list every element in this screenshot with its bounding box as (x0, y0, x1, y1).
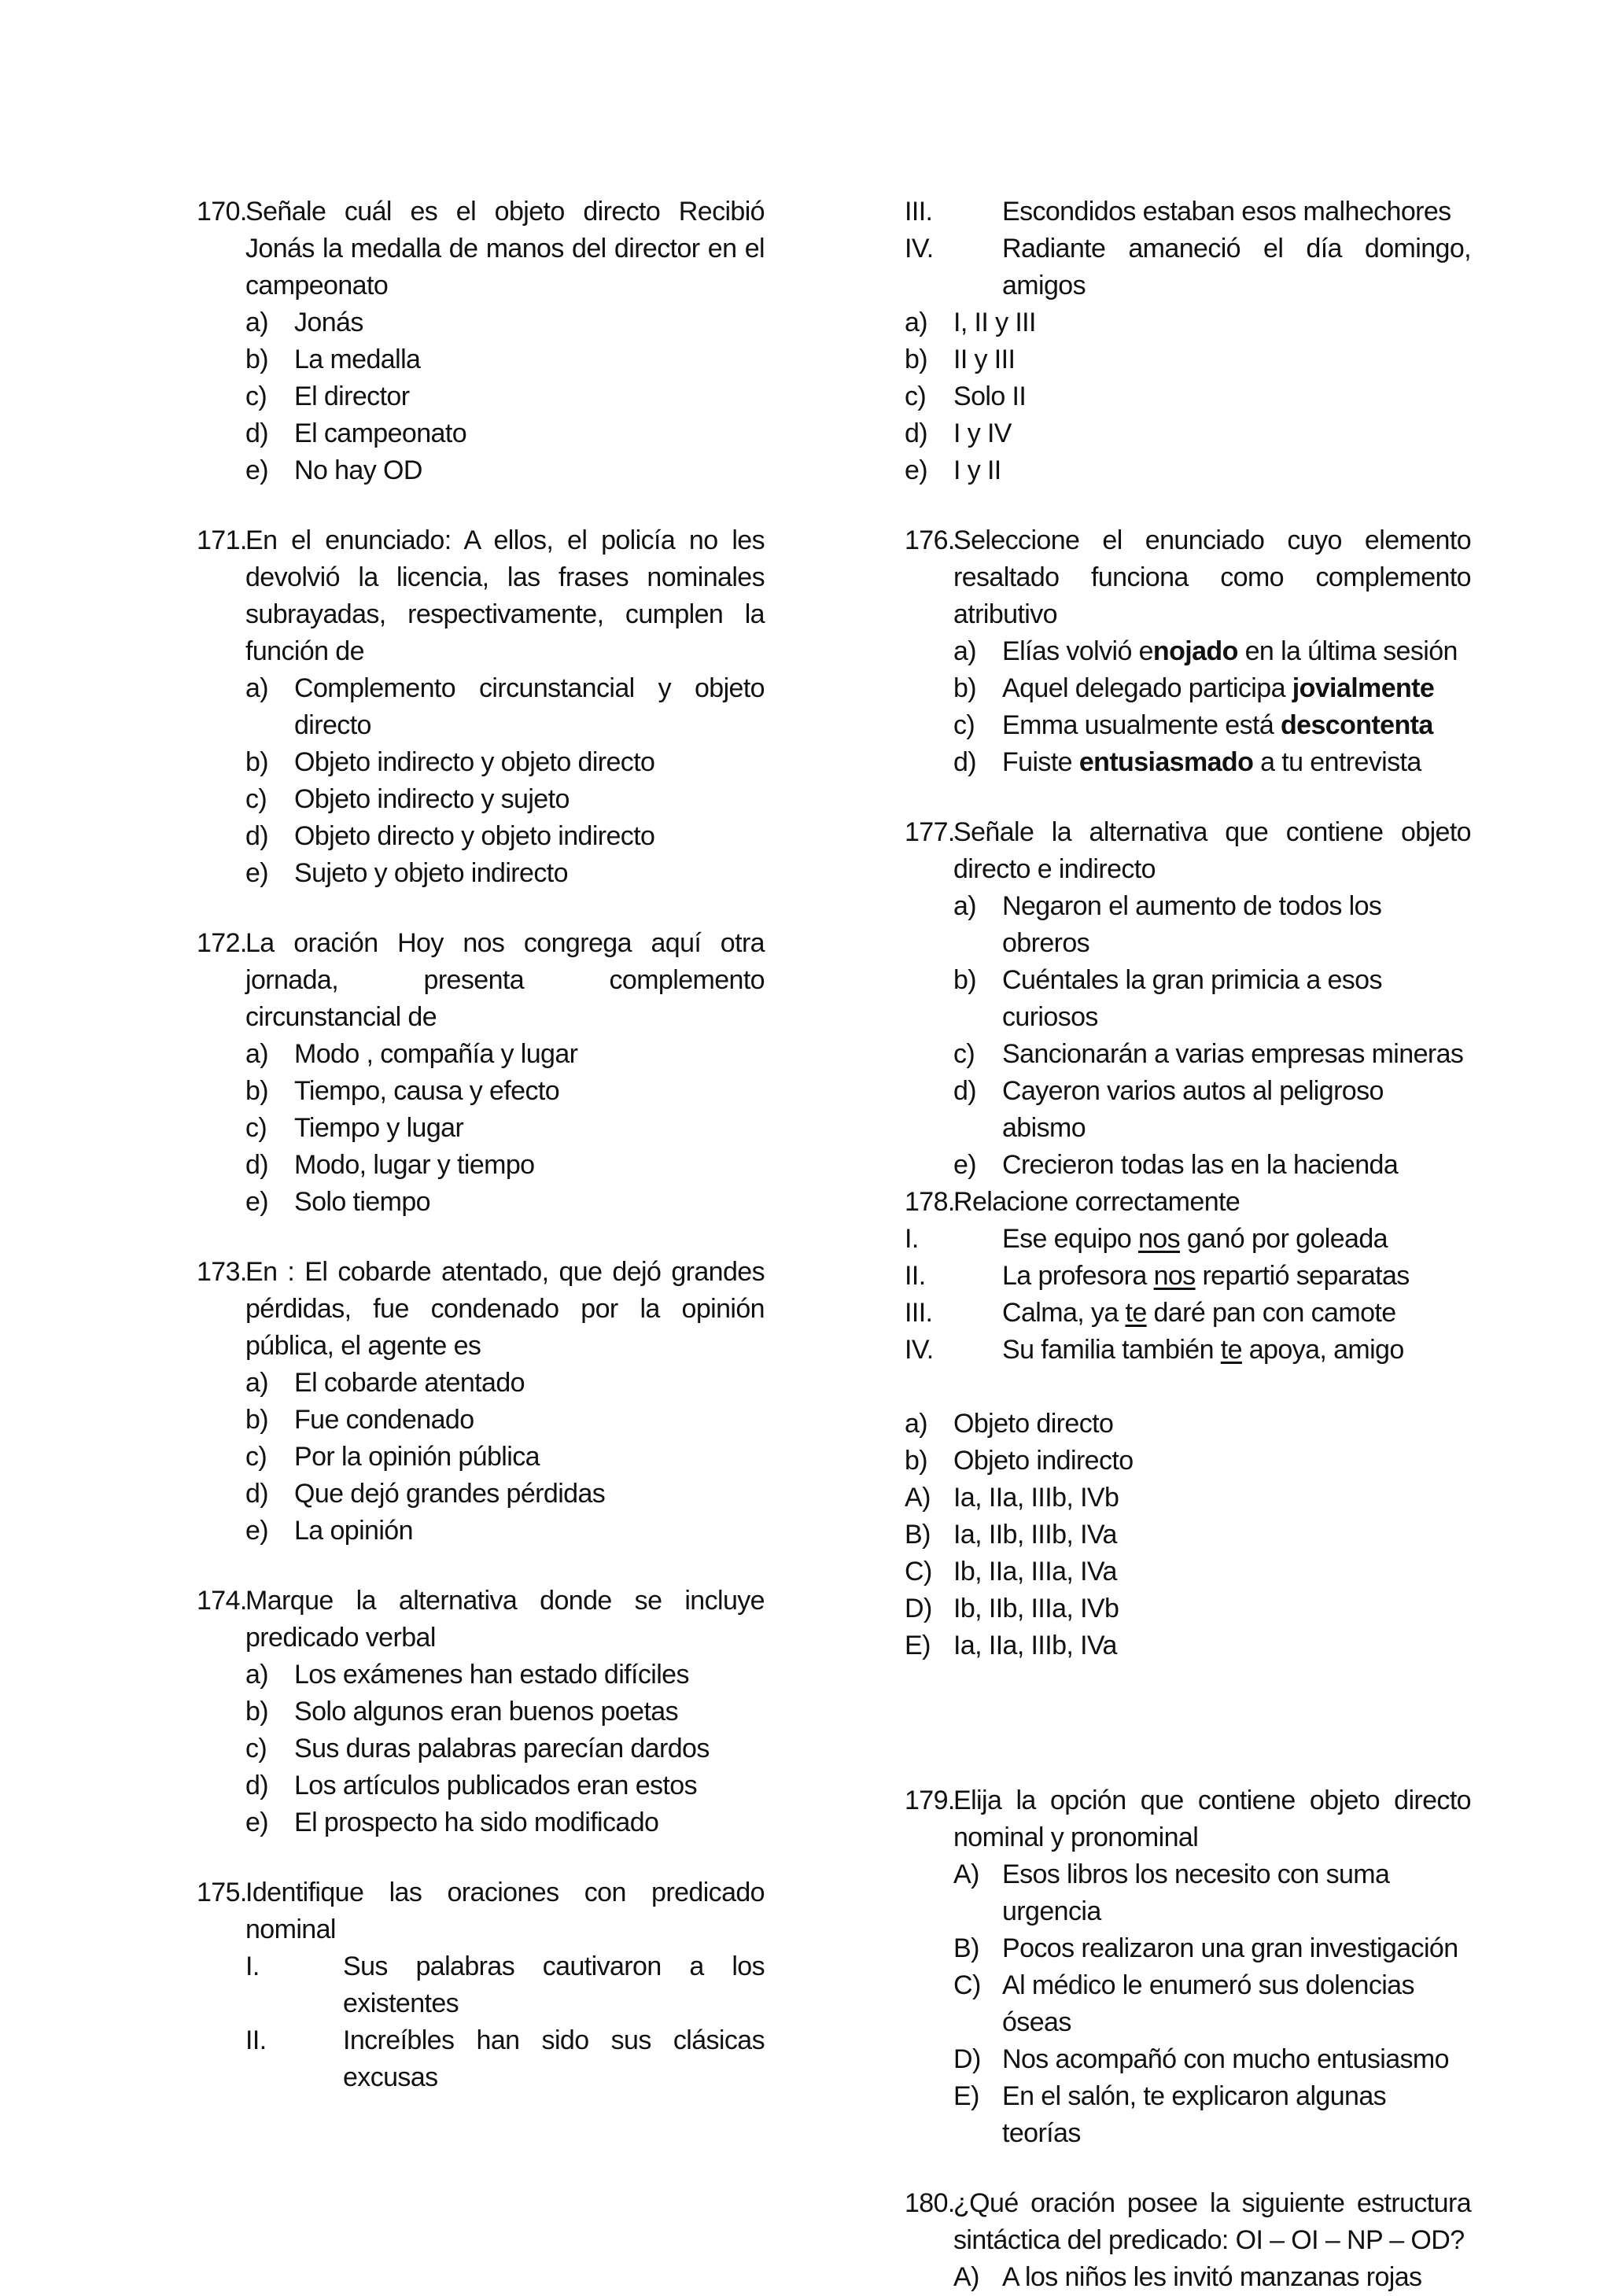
question-number: 179. (905, 1786, 955, 1815)
option-b[interactable]: b) Cuéntales la gran primicia a esos curiosos (953, 965, 1382, 1032)
option-e[interactable]: e) I y II (905, 455, 1001, 485)
option-c[interactable]: c) Solo II (905, 381, 1027, 411)
option-e[interactable]: E) En el salón, te explicaron algunas teorías (953, 2081, 1387, 2148)
question-number: 178. (905, 1187, 955, 1217)
statement-4: IV. Radiante amaneció el día domingo, amigos (905, 234, 1471, 300)
question-177 (905, 814, 1471, 1184)
option-a[interactable]: a) Complemento circunstancial y objeto directo (245, 673, 765, 740)
question-text: Seleccione el enunciado cuyo elemento resaltado funciona como complemento atributivo (953, 525, 1471, 629)
option-a[interactable]: a) Modo , compañía y lugar (245, 1039, 578, 1069)
statement-2: II. Increíbles han sido sus clásicas excusas (245, 2025, 765, 2092)
right-column (905, 193, 1471, 2296)
option-d[interactable]: d) Los artículos publicados eran estos (245, 1771, 697, 1800)
question-number: 174. (197, 1586, 247, 1616)
underlined-pronoun: te (1125, 1298, 1147, 1328)
option-b[interactable]: b) La medalla (245, 345, 421, 374)
question-text: Identifique las oraciones con predicado nominal (245, 1878, 765, 1944)
statement-1: I. Ese equipo nos ganó por goleada (905, 1224, 1388, 1254)
options-list (197, 1365, 765, 1550)
option-a[interactable]: a) Elías volvió enojado en la última sesión (953, 636, 1458, 666)
option-d[interactable]: d) I y IV (905, 418, 1012, 448)
option-a[interactable]: A) Esos libros los necesito con suma urgencia (953, 1859, 1390, 1926)
question-170 (197, 193, 765, 489)
option-d[interactable]: d) El campeonato (245, 418, 467, 448)
question-text: Señale cuál es el objeto directo Recibió Jonás la medalla de manos del director en el campeonato (245, 197, 765, 300)
underlined-pronoun: nos (1137, 1224, 1181, 1254)
question-number: 176. (905, 525, 955, 555)
option-b[interactable]: b) II y III (905, 345, 1016, 374)
statement-4: IV. Su familia también te apoya, amigo (905, 1335, 1404, 1365)
key-b: b) Objeto indirecto (905, 1446, 1134, 1476)
options-list (905, 304, 1471, 489)
question-text: En el enunciado: A ellos, el policía no les devolvió la licencia, las frases nominales subrayadas, respectivamente, cumplen la función de (245, 525, 765, 666)
question-text: La oración Hoy nos congrega aquí otra jornada, presenta complemento circunstancial de (245, 928, 765, 1032)
highlighted-word: descontenta (1281, 710, 1433, 740)
question-179 (905, 1782, 1471, 2152)
option-d[interactable]: d) Modo, lugar y tiempo (245, 1150, 535, 1180)
question-178 (905, 1184, 1471, 1664)
option-d[interactable]: D) Nos acompañó con mucho entusiasmo (953, 2044, 1449, 2074)
key-a: a) Objeto directo (905, 1409, 1114, 1439)
options-list (905, 1856, 1471, 2152)
statements-list (197, 1948, 765, 2096)
statement-1: I. Sus palabras cautivaron a los existentes (245, 1951, 765, 2018)
option-d[interactable]: d) Objeto directo y objeto indirecto (245, 821, 655, 851)
option-c[interactable]: c) El director (245, 381, 410, 411)
question-176 (905, 522, 1471, 781)
option-c[interactable]: C) Ib, IIa, IIIa, IVa (905, 1557, 1117, 1587)
question-text: Marque la alternativa donde se incluye predicado verbal (245, 1586, 765, 1653)
question-171 (197, 522, 765, 892)
question-number: 175. (197, 1878, 247, 1907)
question-172 (197, 925, 765, 1221)
option-e[interactable]: e) No hay OD (245, 455, 422, 485)
question-number: 173. (197, 1257, 247, 1287)
question-175 (197, 1874, 765, 2096)
option-c[interactable]: C) Al médico le enumeró sus dolencias óseas (953, 1970, 1414, 2037)
option-d[interactable]: d) Cayeron varios autos al peligroso abismo (953, 1076, 1384, 1143)
option-b[interactable]: b) Aquel delegado participa jovialmente (953, 673, 1435, 703)
question-174 (197, 1583, 765, 1841)
option-b[interactable]: b) Solo algunos eran buenos poetas (245, 1697, 679, 1727)
question-text: Elija la opción que contiene objeto directo nominal y pronominal (953, 1786, 1471, 1852)
option-e[interactable]: e) Sujeto y objeto indirecto (245, 858, 568, 888)
option-d[interactable]: D) Ib, IIb, IIIa, IVb (905, 1594, 1119, 1623)
option-c[interactable]: c) Sancionarán a varias empresas mineras (953, 1039, 1464, 1069)
option-e[interactable]: e) El prospecto ha sido modificado (245, 1808, 659, 1837)
option-e[interactable]: e) Solo tiempo (245, 1187, 430, 1217)
question-number: 172. (197, 928, 247, 958)
statement-2: II. La profesora nos repartió separatas (905, 1261, 1410, 1291)
option-c[interactable]: c) Tiempo y lugar (245, 1113, 464, 1143)
option-b[interactable]: b) Tiempo, causa y efecto (245, 1076, 560, 1106)
options-list (905, 888, 1471, 1184)
option-a[interactable]: a) Jonás (245, 308, 363, 337)
question-number: 180. (905, 2188, 955, 2218)
question-text: Relacione correctamente (953, 1187, 1241, 1217)
blank-line (905, 1369, 1471, 1406)
key-list (905, 1406, 1471, 1480)
option-e[interactable]: e) Crecieron todas las en la hacienda (953, 1150, 1399, 1180)
question-text: En : El cobarde atentado, que dejó grandes pérdidas, fue condenado por la opinión pública, el agente es (245, 1257, 765, 1361)
option-c[interactable]: c) Por la opinión pública (245, 1442, 540, 1472)
options-list (197, 1036, 765, 1221)
options-list (197, 670, 765, 892)
option-c[interactable]: c) Objeto indirecto y sujeto (245, 784, 570, 814)
option-b[interactable]: B) Pocos realizaron una gran investigación (953, 1933, 1458, 1963)
statement-3: III. Escondidos estaban esos malhechores (905, 197, 1451, 227)
statements-list (905, 1221, 1471, 1369)
options-list (905, 633, 1471, 781)
question-175-continued (905, 193, 1471, 489)
question-text: ¿Qué oración posee la siguiente estructura sintáctica del predicado: OI – OI – NP – OD? (953, 2188, 1471, 2255)
options-list (197, 304, 765, 489)
option-d[interactable]: d) Fuiste entusiasmado a tu entrevista (953, 747, 1421, 777)
left-column (197, 193, 765, 2096)
highlighted-word: jovialmente (1292, 673, 1435, 703)
options-list (905, 1480, 1471, 1664)
option-b[interactable]: B) Ia, IIb, IIIb, IVa (905, 1520, 1117, 1550)
option-a[interactable]: a) Los exámenes han estado difíciles (245, 1660, 689, 1690)
option-a[interactable]: A) A los niños les invitó manzanas rojas (953, 2262, 1422, 2292)
question-180 (905, 2185, 1471, 2296)
underlined-pronoun: te (1220, 1335, 1242, 1365)
statements-list (905, 193, 1471, 304)
statement-3: III. Calma, ya te daré pan con camote (905, 1298, 1396, 1328)
option-b[interactable]: b) Fue condenado (245, 1405, 474, 1435)
question-number: 177. (905, 817, 955, 847)
question-number: 171. (197, 525, 247, 555)
option-a[interactable]: a) El cobarde atentado (245, 1368, 525, 1398)
underlined-pronoun: nos (1153, 1261, 1196, 1291)
options-list (197, 1657, 765, 1841)
option-c[interactable]: c) Sus duras palabras parecían dardos (245, 1734, 710, 1763)
option-d[interactable]: d) Que dejó grandes pérdidas (245, 1479, 606, 1509)
option-b[interactable]: b) Objeto indirecto y objeto directo (245, 747, 655, 777)
option-e[interactable]: E) Ia, IIa, IIIb, IVa (905, 1631, 1117, 1660)
option-a[interactable]: A) Ia, IIa, IIIb, IVb (905, 1483, 1119, 1513)
option-a[interactable]: a) Negaron el aumento de todos los obreros (953, 891, 1382, 958)
option-a[interactable]: a) I, II y III (905, 308, 1036, 337)
question-173 (197, 1254, 765, 1550)
option-e[interactable]: e) La opinión (245, 1516, 413, 1546)
highlighted-word: nojado (1152, 636, 1238, 666)
highlighted-word: entusiasmado (1078, 747, 1254, 777)
question-text: Señale la alternativa que contiene objeto directo e indirecto (953, 817, 1471, 884)
option-c[interactable]: c) Emma usualmente está descontenta (953, 710, 1433, 740)
question-number: 170. (197, 197, 247, 227)
